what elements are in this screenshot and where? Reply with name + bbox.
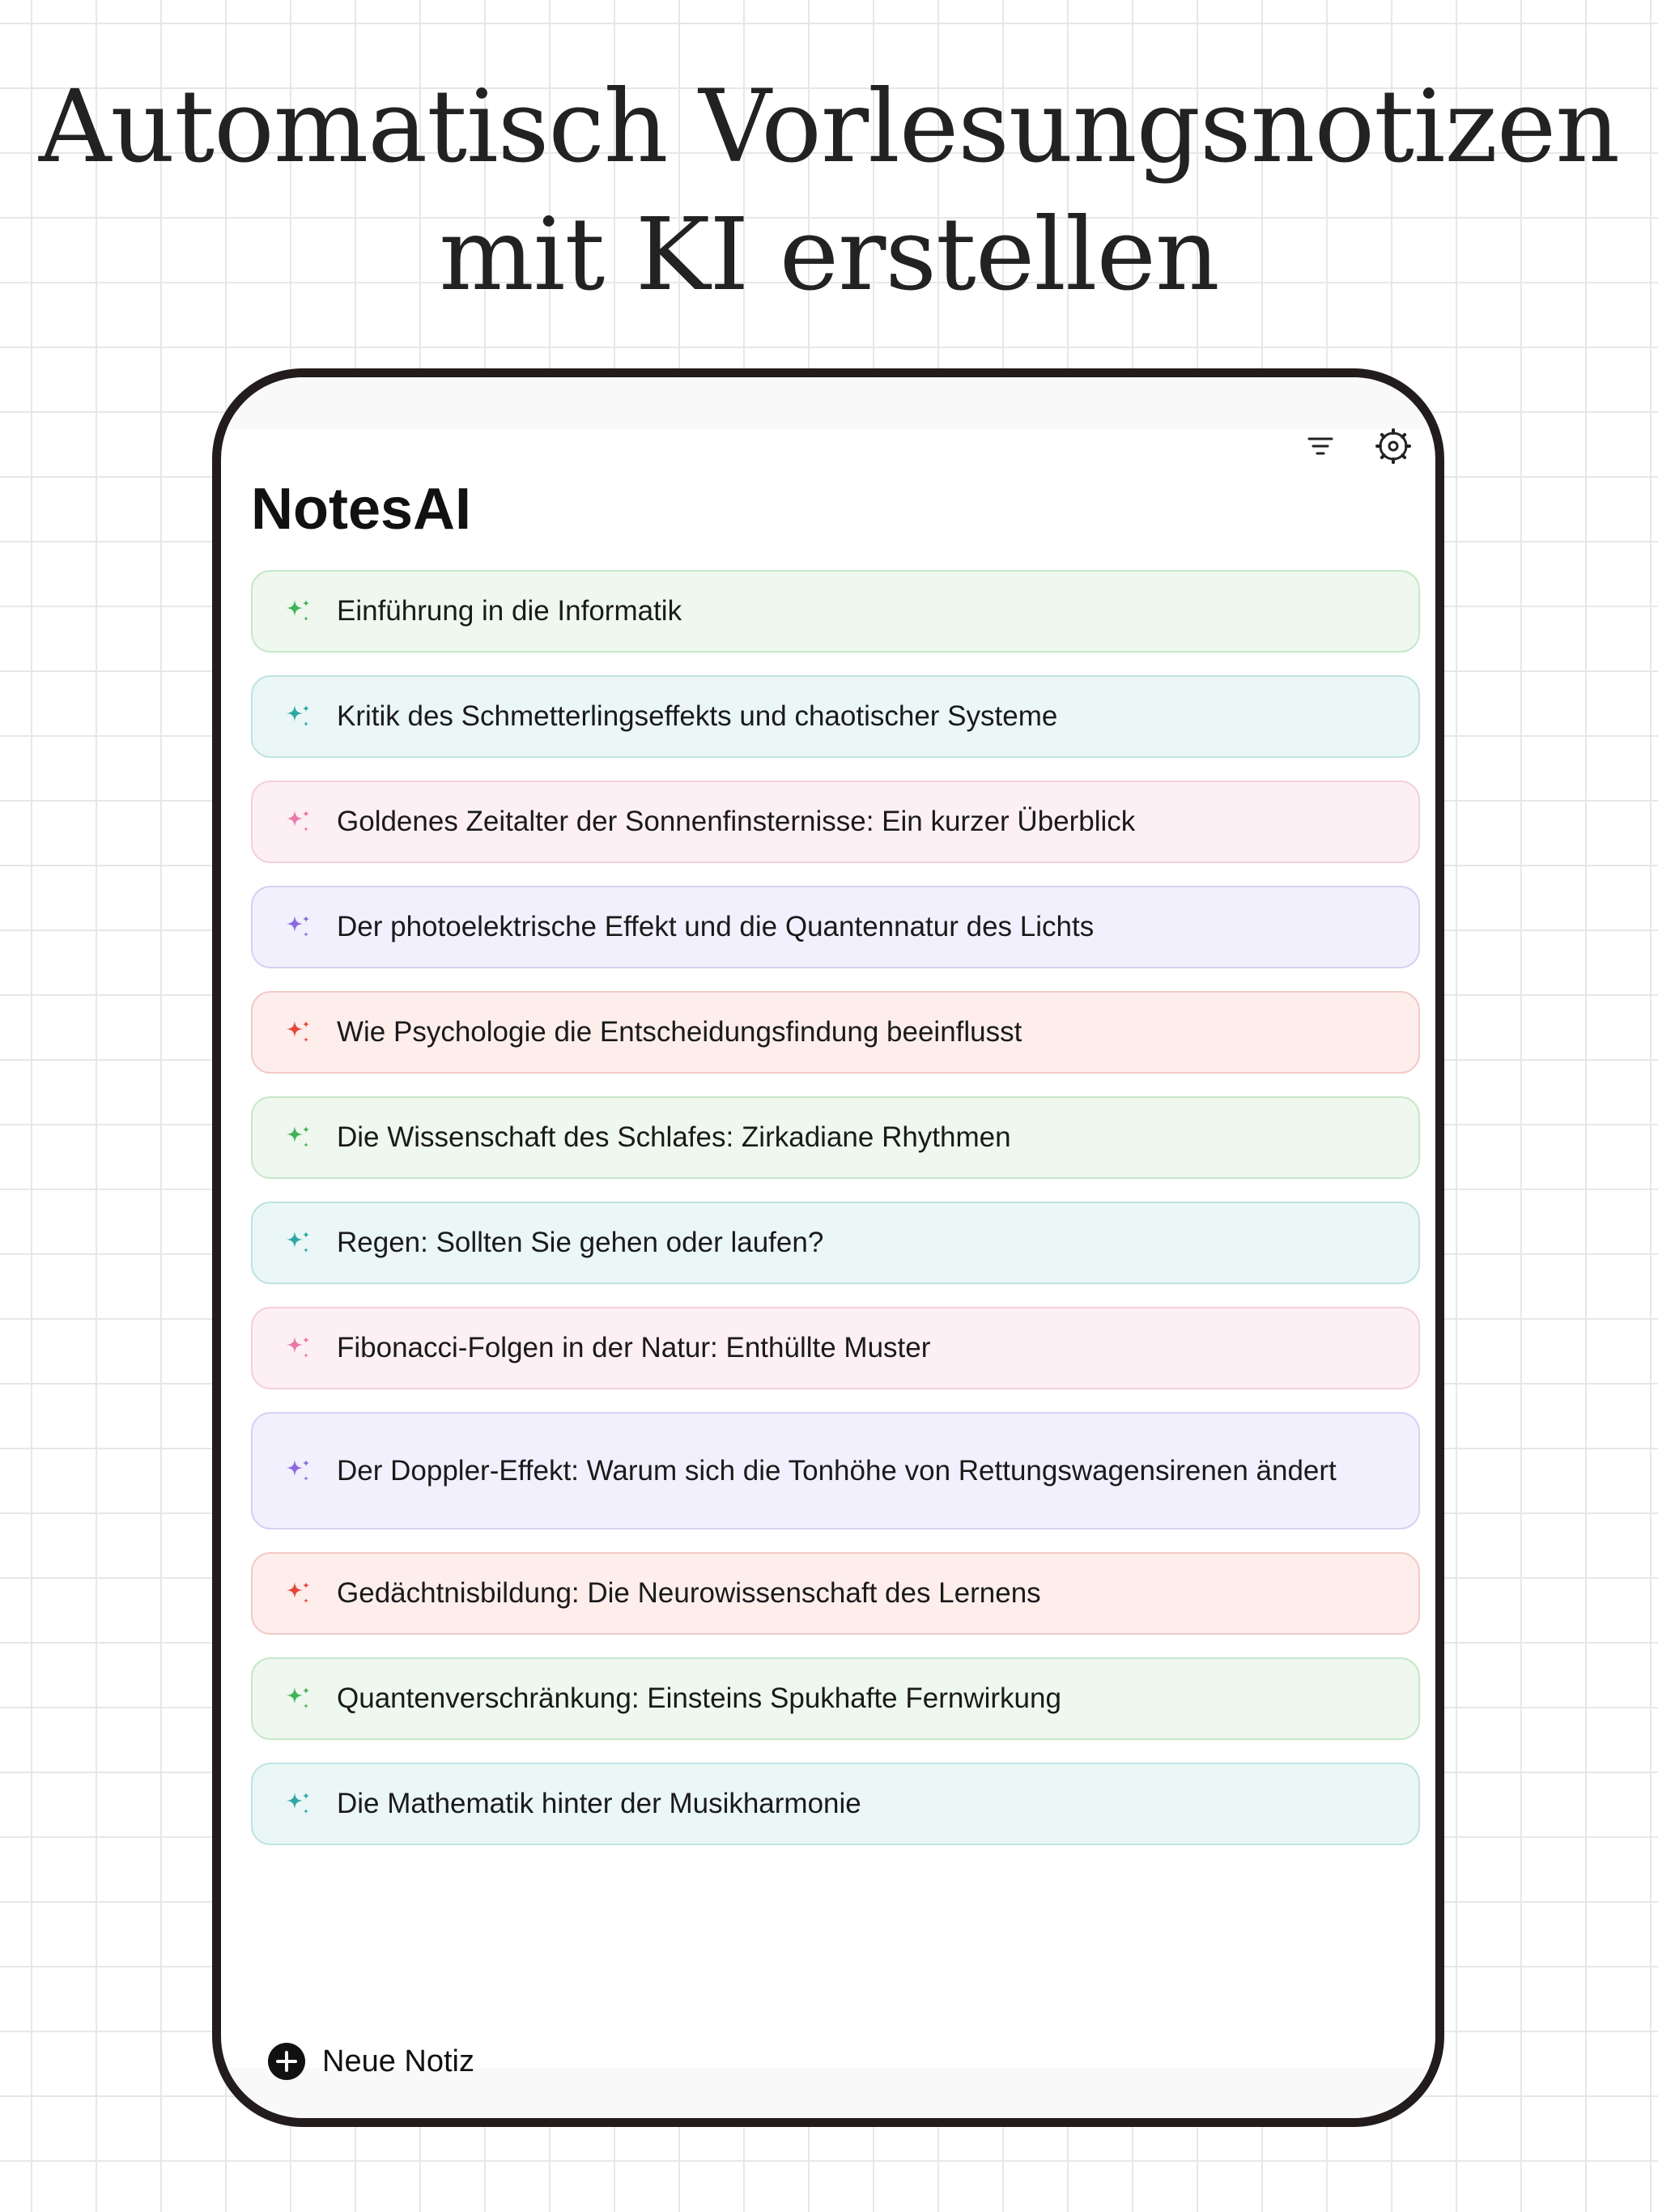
plus-circle-icon xyxy=(267,2042,306,2081)
note-item[interactable] xyxy=(251,1096,1420,1179)
sparkle-icon xyxy=(283,1789,312,1819)
note-title: Gedächtnisbildung: Die Neurowissenschaft des Lernens xyxy=(337,1577,1041,1609)
app-title: NotesAI xyxy=(251,477,472,542)
filter-icon xyxy=(1307,436,1334,457)
headline-line-1: Automatisch Vorlesungsnotizen xyxy=(38,69,1620,185)
app-screen xyxy=(221,377,1435,2118)
sparkle-icon xyxy=(283,1123,312,1152)
new-note-label: Neue Notiz xyxy=(322,2044,474,2078)
note-title: Der photoelektrische Effekt und die Quantennatur des Lichts xyxy=(337,911,1095,942)
note-title: Einführung in die Informatik xyxy=(337,595,682,627)
note-item[interactable] xyxy=(251,1202,1420,1284)
note-item[interactable] xyxy=(251,570,1420,653)
note-item[interactable] xyxy=(251,781,1420,863)
note-item[interactable] xyxy=(251,886,1420,968)
sparkle-icon xyxy=(283,1228,312,1257)
note-title: Quantenverschränkung: Einsteins Spukhafte Fernwirkung xyxy=(337,1682,1061,1714)
note-title: Die Mathematik hinter der Musikharmonie xyxy=(337,1788,861,1819)
settings-button[interactable] xyxy=(1369,422,1418,470)
note-item[interactable] xyxy=(251,1307,1420,1389)
note-title: Fibonacci-Folgen in der Natur: Enthüllte Muster xyxy=(337,1332,931,1363)
note-title: Kritik des Schmetterlingseffekts und chaotischer Systeme xyxy=(337,700,1058,732)
sparkle-icon xyxy=(283,1334,312,1363)
new-note-button[interactable] xyxy=(267,2042,474,2081)
sparkle-icon xyxy=(283,1457,312,1486)
top-bar xyxy=(221,377,1435,429)
filter-button[interactable] xyxy=(1298,423,1343,469)
note-title: Regen: Sollten Sie gehen oder laufen? xyxy=(337,1227,824,1258)
note-title: Wie Psychologie die Entscheidungsfindung beeinflusst xyxy=(337,1016,1022,1048)
note-item[interactable] xyxy=(251,675,1420,758)
sparkle-icon xyxy=(283,1018,312,1047)
note-item[interactable] xyxy=(251,1657,1420,1740)
sparkle-icon xyxy=(283,597,312,626)
sparkle-icon xyxy=(283,702,312,731)
note-item[interactable] xyxy=(251,991,1420,1074)
note-title: Goldenes Zeitalter der Sonnenfinsternisse: Ein kurzer Überblick xyxy=(337,806,1136,837)
note-title: Die Wissenschaft des Schlafes: Zirkadiane Rhythmen xyxy=(337,1121,1011,1153)
note-item[interactable] xyxy=(251,1412,1420,1529)
note-title: Der Doppler-Effekt: Warum sich die Tonhöhe von Rettungswagensirenen ändert xyxy=(337,1454,1337,1487)
headline xyxy=(0,63,1658,319)
gear-icon xyxy=(1375,428,1411,464)
headline-line-2: mit KI erstellen xyxy=(439,197,1219,313)
tablet-frame xyxy=(212,368,1444,2127)
note-item[interactable] xyxy=(251,1552,1420,1635)
sparkle-icon xyxy=(283,1579,312,1608)
sparkle-icon xyxy=(283,1684,312,1713)
sparkle-icon xyxy=(283,807,312,836)
note-item[interactable] xyxy=(251,1763,1420,1845)
sparkle-icon xyxy=(283,912,312,942)
